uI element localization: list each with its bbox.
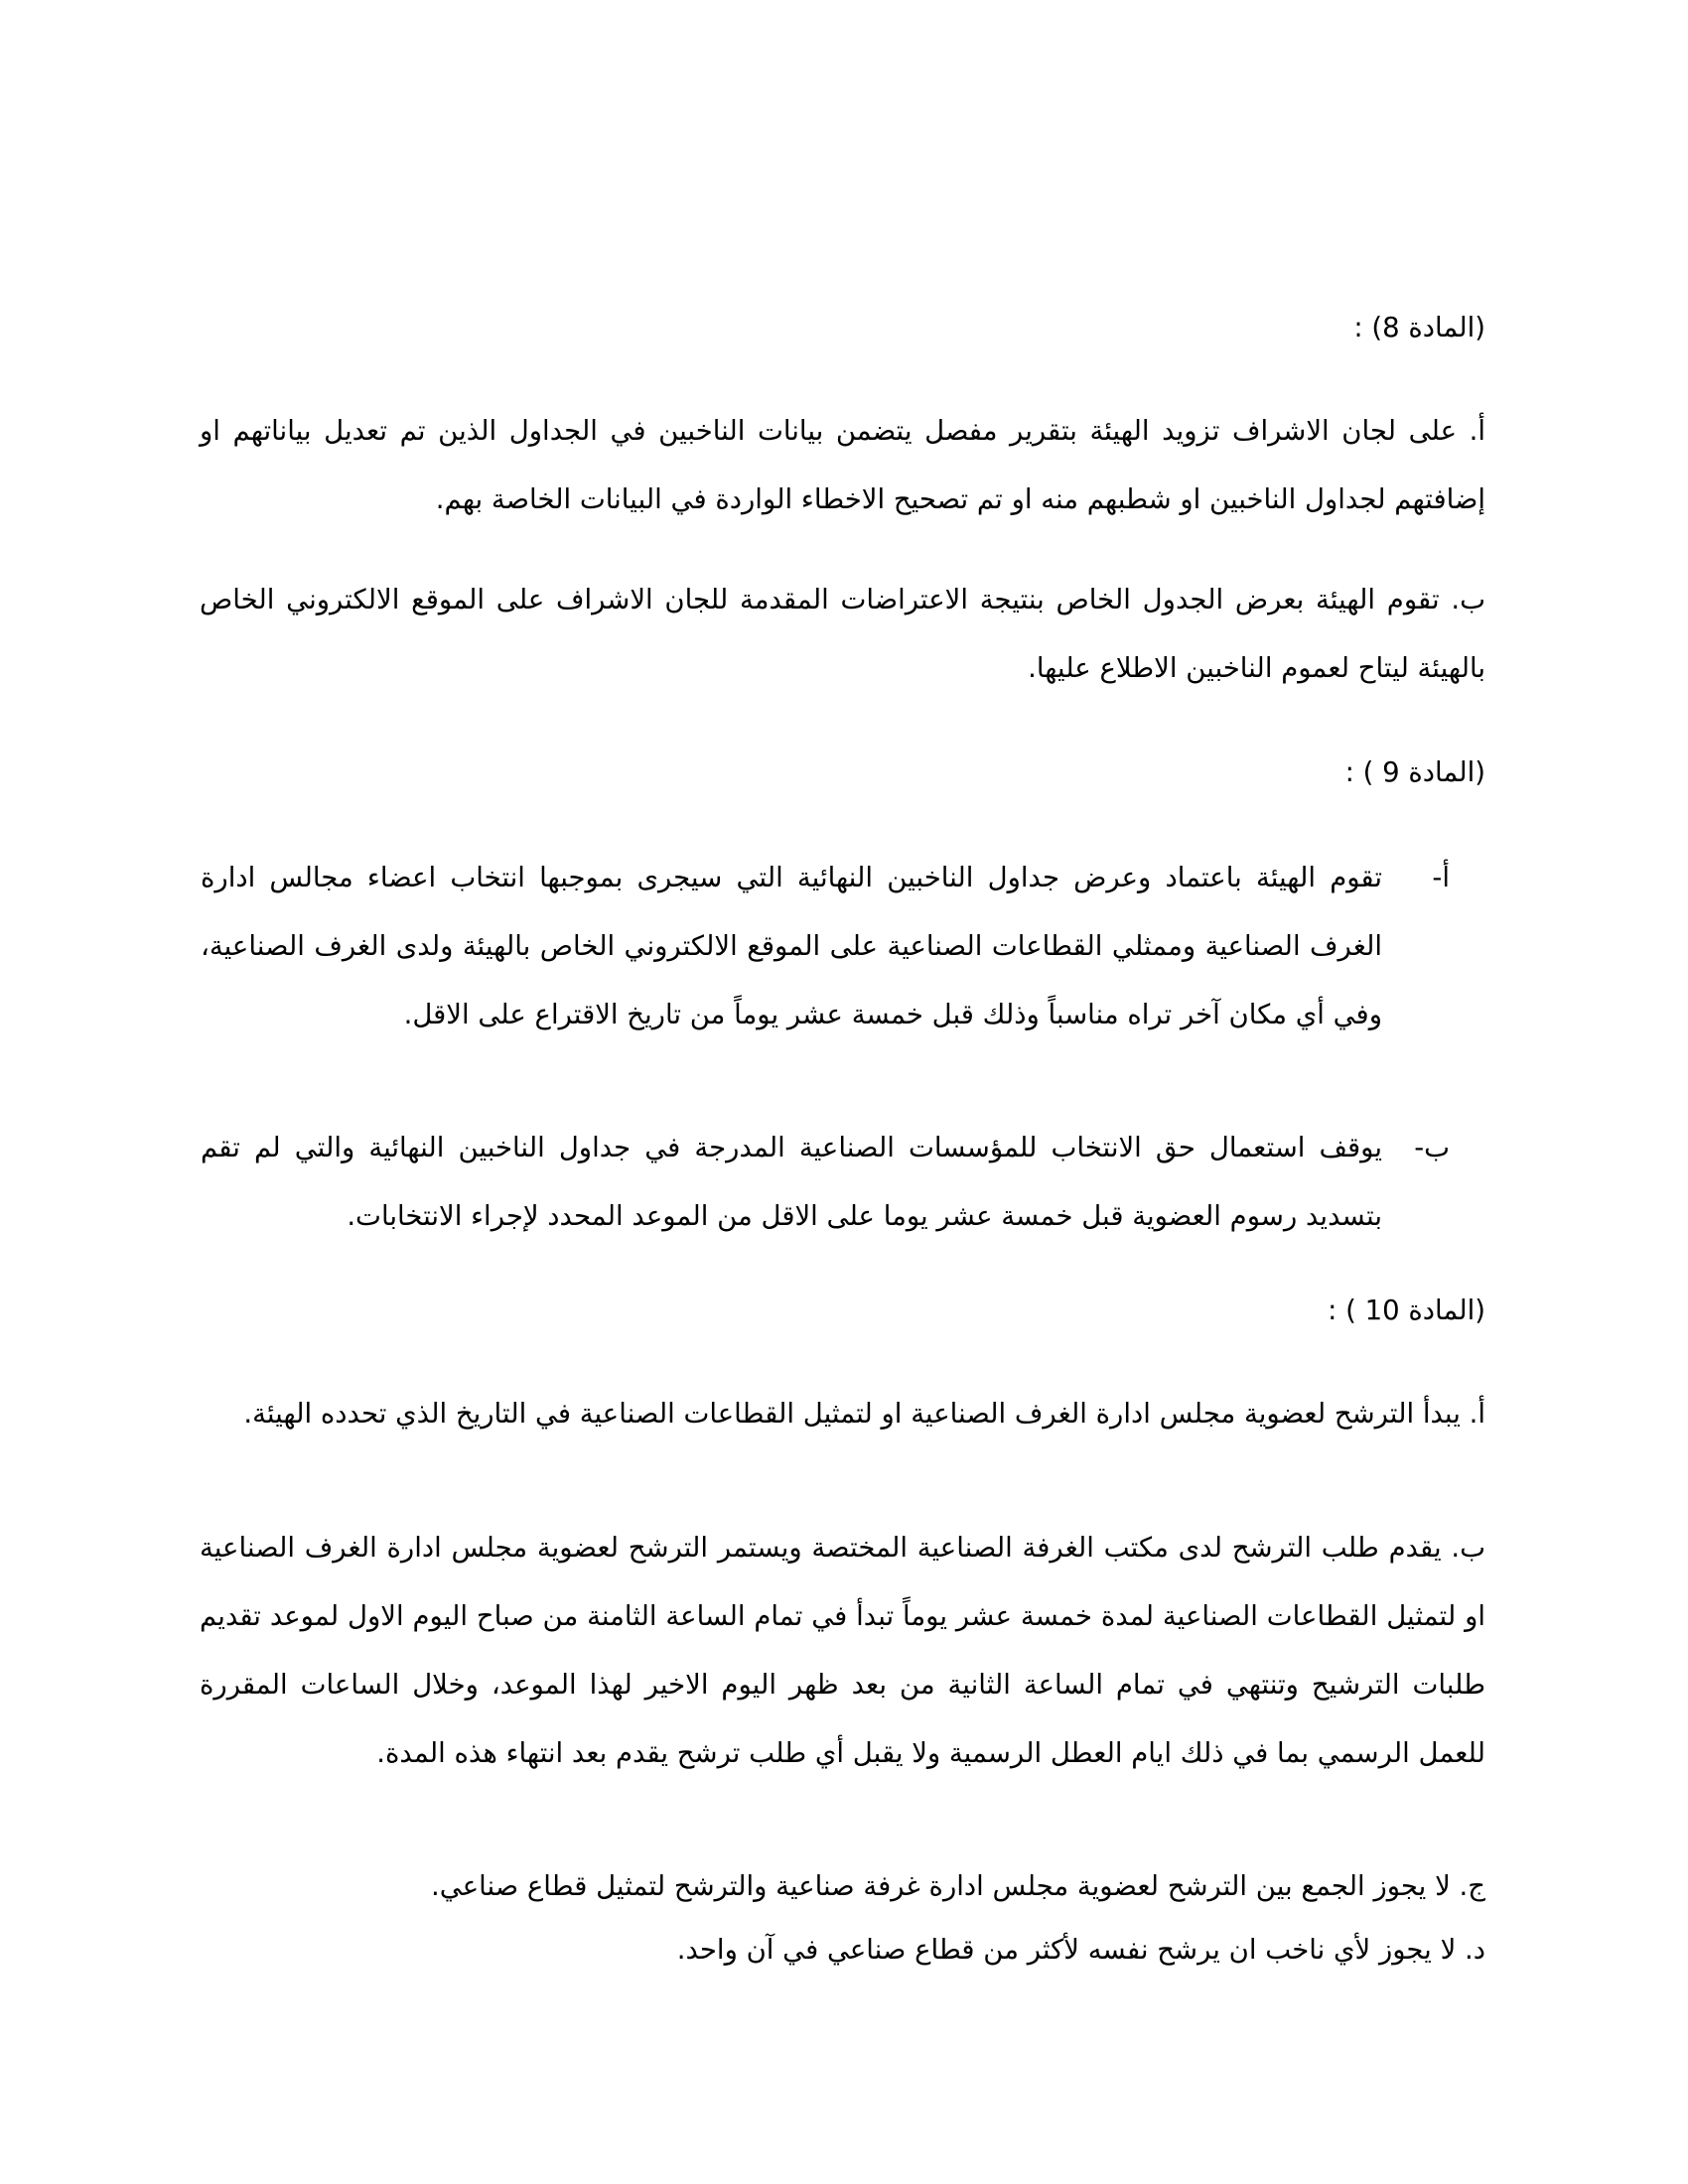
article-10-paragraph-c: ج. لا يجوز الجمع بين الترشح لعضوية مجلس ادارة غرفة صناعية والترشح لتمثيل قطاع صناعي. <box>431 1870 1485 1902</box>
article-10-heading: (المادة 10 ) : <box>1328 1295 1485 1326</box>
article-9-item-a <box>201 844 1450 1049</box>
article-9-heading: (المادة 9 ) : <box>1344 756 1485 788</box>
article-10-paragraph-b: ب. يقدم طلب الترشح لدى مكتب الغرفة الصناعية المختصة ويستمر الترشح لعضوية مجلس ادارة الغرف الصناعية او لتمثيل القطاعات الصناعية لمدة خمسة عشر يوماً تبدأ في تمام الساعة الثامنة من صباح اليوم الاول لموعد تقديم طلبات الترشيح وتنتهي في تمام الساعة الثانية من بعد ظهر اليوم الاخير لهذا الموعد، وخلال الساعات المقررة للعمل الرسمي بما في ذلك ايام العطل الرسمية ولا يقبل أي طلب ترشح يقدم بعد انتهاء هذه المدة. <box>200 1532 1485 1769</box>
list-item-text: يوقف استعمال حق الانتخاب للمؤسسات الصناعية المدرجة في جداول الناخبين النهائية والتي لم تقم بتسديد رسوم العضوية قبل خمسة عشر يوما على الاقل من الموعد المحدد لإجراء الانتخابات. <box>201 1132 1382 1232</box>
article-10-paragraph-d: د. لا يجوز لأي ناخب ان يرشح نفسه لأكثر من قطاع صناعي في آن واحد. <box>676 1934 1485 1966</box>
list-marker: ب- <box>1414 1132 1450 1163</box>
list-item-text: تقوم الهيئة باعتماد وعرض جداول الناخبين النهائية التي سيجرى بموجبها انتخاب اعضاء مجالس ادارة الغرف الصناعية وممثلي القطاعات الصناعية على الموقع الالكتروني الخاص بالهيئة ولدى الغرف الصناعية، وفي أي مكان آخر تراه مناسباً وذلك قبل خمسة عشر يوماً من تاريخ الاقتراع على الاقل. <box>201 862 1382 1030</box>
article-9-item-b <box>201 1114 1450 1251</box>
article-8-paragraph-a: أ. على لجان الاشراف تزويد الهيئة بتقرير مفصل يتضمن بيانات الناخبين في الجداول الذين تم تعديل بياناتهم او إضافتهم لجداول الناخبين او شطبهم منه او تم تصحيح الاخطاء الواردة في البيانات الخاصة بهم. <box>200 415 1485 515</box>
article-8-paragraph-b: ب. تقوم الهيئة بعرض الجدول الخاص بنتيجة الاعتراضات المقدمة للجان الاشراف على الموقع الالكتروني الخاص بالهيئة ليتاح لعموم الناخبين الاطلاع عليها. <box>200 584 1485 684</box>
article-10-paragraph-a: أ. يبدأ الترشح لعضوية مجلس ادارة الغرف الصناعية او لتمثيل القطاعات الصناعية في التاريخ الذي تحدده الهيئة. <box>243 1398 1485 1430</box>
list-marker: أ- <box>1432 862 1450 893</box>
article-8-heading: (المادة 8) : <box>1353 312 1485 343</box>
